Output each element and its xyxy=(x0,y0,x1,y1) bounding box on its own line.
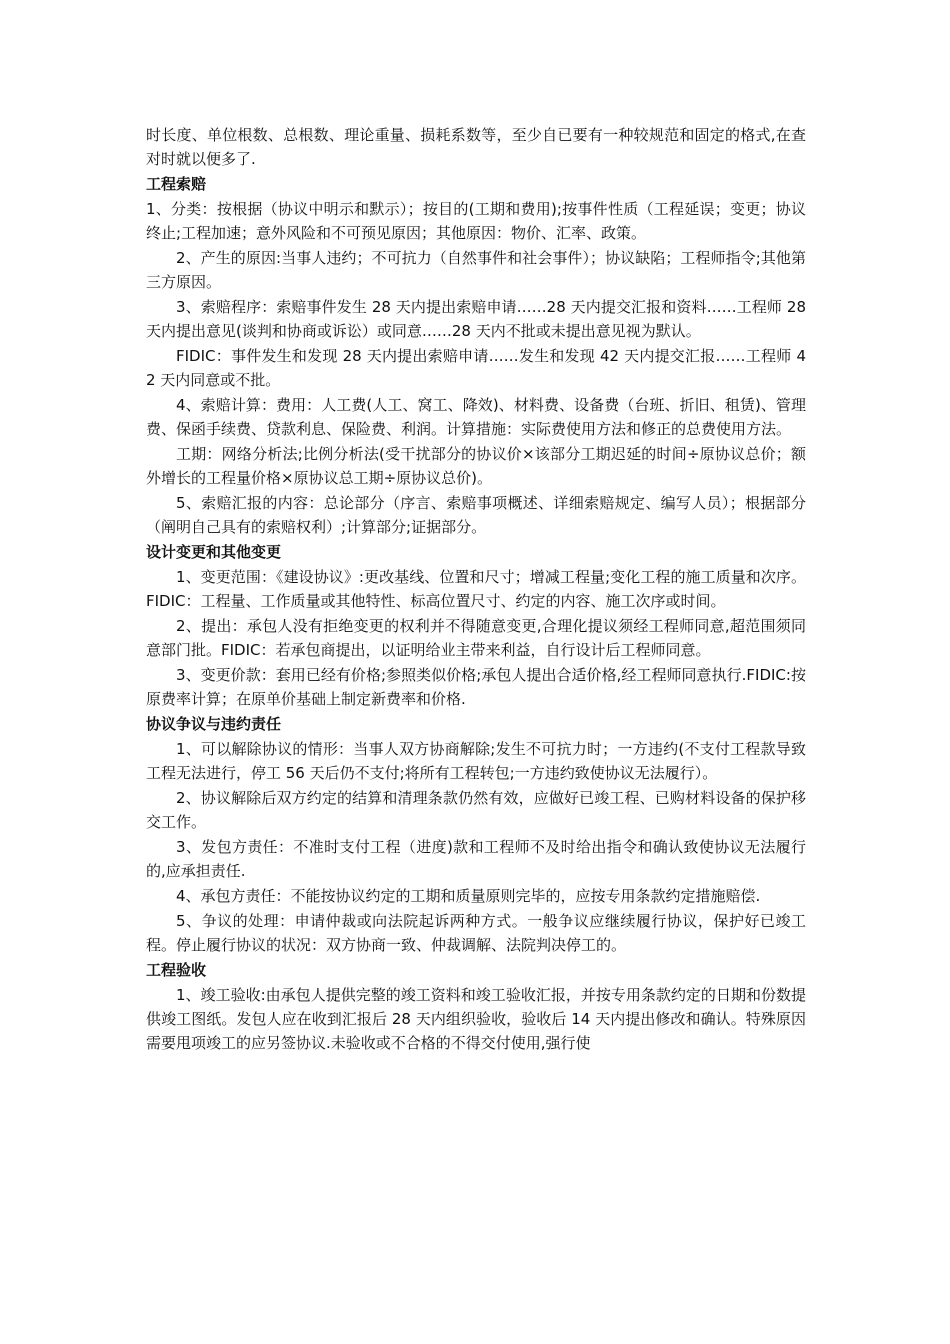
section-heading: 工程索赔 xyxy=(146,175,207,193)
paragraph: FIDIC：事件发生和发现 28 天内提出索赔申请……发生和发现 42 天内提交汇报……工程师 42 天内同意或不批。 xyxy=(146,347,806,389)
paragraph: 5、争议的处理：申请仲裁或向法院起诉两种方式。一般争议应继续履行协议，保护好已竣工程。停止履行协议的状况：双方协商一致、仲裁调解、法院判决停工的。 xyxy=(146,912,806,954)
paragraph: 2、提出：承包人没有拒绝变更的权利并不得随意变更,合理化提议须经工程师同意,超范围须同意部门批。FIDIC：若承包商提出，以证明给业主带来利益，自行设计后工程师同意。 xyxy=(146,617,806,659)
paragraph: 3、变更价款：套用已经有价格;参照类似价格;承包人提出合适价格,经工程师同意执行.FIDIC:按原费率计算；在原单价基础上制定新费率和价格. xyxy=(146,666,806,708)
paragraph: 4、索赔计算：费用：人工费(人工、窝工、降效)、材料费、设备费（台班、折旧、租赁)、管理费、保函手续费、贷款利息、保险费、利润。计算措施：实际费使用方法和修正的总费使用方法。 xyxy=(146,396,806,438)
paragraph: 3、发包方责任：不准时支付工程（进度)款和工程师不及时给出指令和确认致使协议无法履行的,应承担责任. xyxy=(146,838,806,880)
section-heading: 协议争议与违约责任 xyxy=(146,715,282,733)
paragraph: 1、可以解除协议的情形：当事人双方协商解除;发生不可抗力时；一方违约(不支付工程款导致工程无法进行，停工 56 天后仍不支付;将所有工程转包;一方违约致使协议无法履行）。 xyxy=(146,740,806,782)
paragraph: 1、变更范围：《建设协议》:更改基线、位置和尺寸；增减工程量;变化工程的施工质量和次序。FIDIC：工程量、工作质量或其他特性、标高位置尺寸、约定的内容、施工次序或时间。 xyxy=(146,568,806,610)
paragraph: 2、协议解除后双方约定的结算和清理条款仍然有效，应做好已竣工程、已购材料设备的保护移交工作。 xyxy=(146,789,806,831)
paragraph: 4、承包方责任：不能按协议约定的工期和质量原则完毕的，应按专用条款约定措施赔偿. xyxy=(176,887,761,905)
paragraph: 5、索赔汇报的内容：总论部分（序言、索赔事项概述、详细索赔规定、编写人员）；根据部分（阐明自己具有的索赔权利）;计算部分;证据部分。 xyxy=(146,494,806,536)
paragraph: 3、索赔程序：索赔事件发生 28 天内提出索赔申请……28 天内提交汇报和资料……工程师 28 天内提出意见(谈判和协商或诉讼）或同意……28 天内不批或未提出意见视为默认。 xyxy=(146,298,806,340)
section-heading: 工程验收 xyxy=(146,961,207,979)
document-body xyxy=(146,123,806,1055)
paragraph: 工期：网络分析法;比例分析法(受干扰部分的协议价×该部分工期迟延的时间÷原协议总价；额外增长的工程量价格×原协议总工期÷原协议总价)。 xyxy=(146,445,806,487)
paragraph: 1、分类：按根据（协议中明示和默示）；按目的(工期和费用);按事件性质（工程延误；变更；协议终止;工程加速；意外风险和不可预见原因；其他原因：物价、汇率、政策。 xyxy=(146,200,806,242)
paragraph: 时长度、单位根数、总根数、理论重量、损耗系数等，至少自已要有一种较规范和固定的格式,在查对时就以便多了. xyxy=(146,126,806,168)
paragraph: 2、产生的原因:当事人违约；不可抗力（自然事件和社会事件）；协议缺陷；工程师指令;其他第三方原因。 xyxy=(146,249,806,291)
section-heading: 设计变更和其他变更 xyxy=(146,543,282,561)
paragraph: 1、竣工验收:由承包人提供完整的竣工资料和竣工验收汇报，并按专用条款约定的日期和份数提供竣工图纸。发包人应在收到汇报后 28 天内组织验收，验收后 14 天内提出修改和确认。特殊原因需要甩项竣工的应另签协议.未验收或不合格的不得交付使用,强行使 xyxy=(146,986,806,1052)
